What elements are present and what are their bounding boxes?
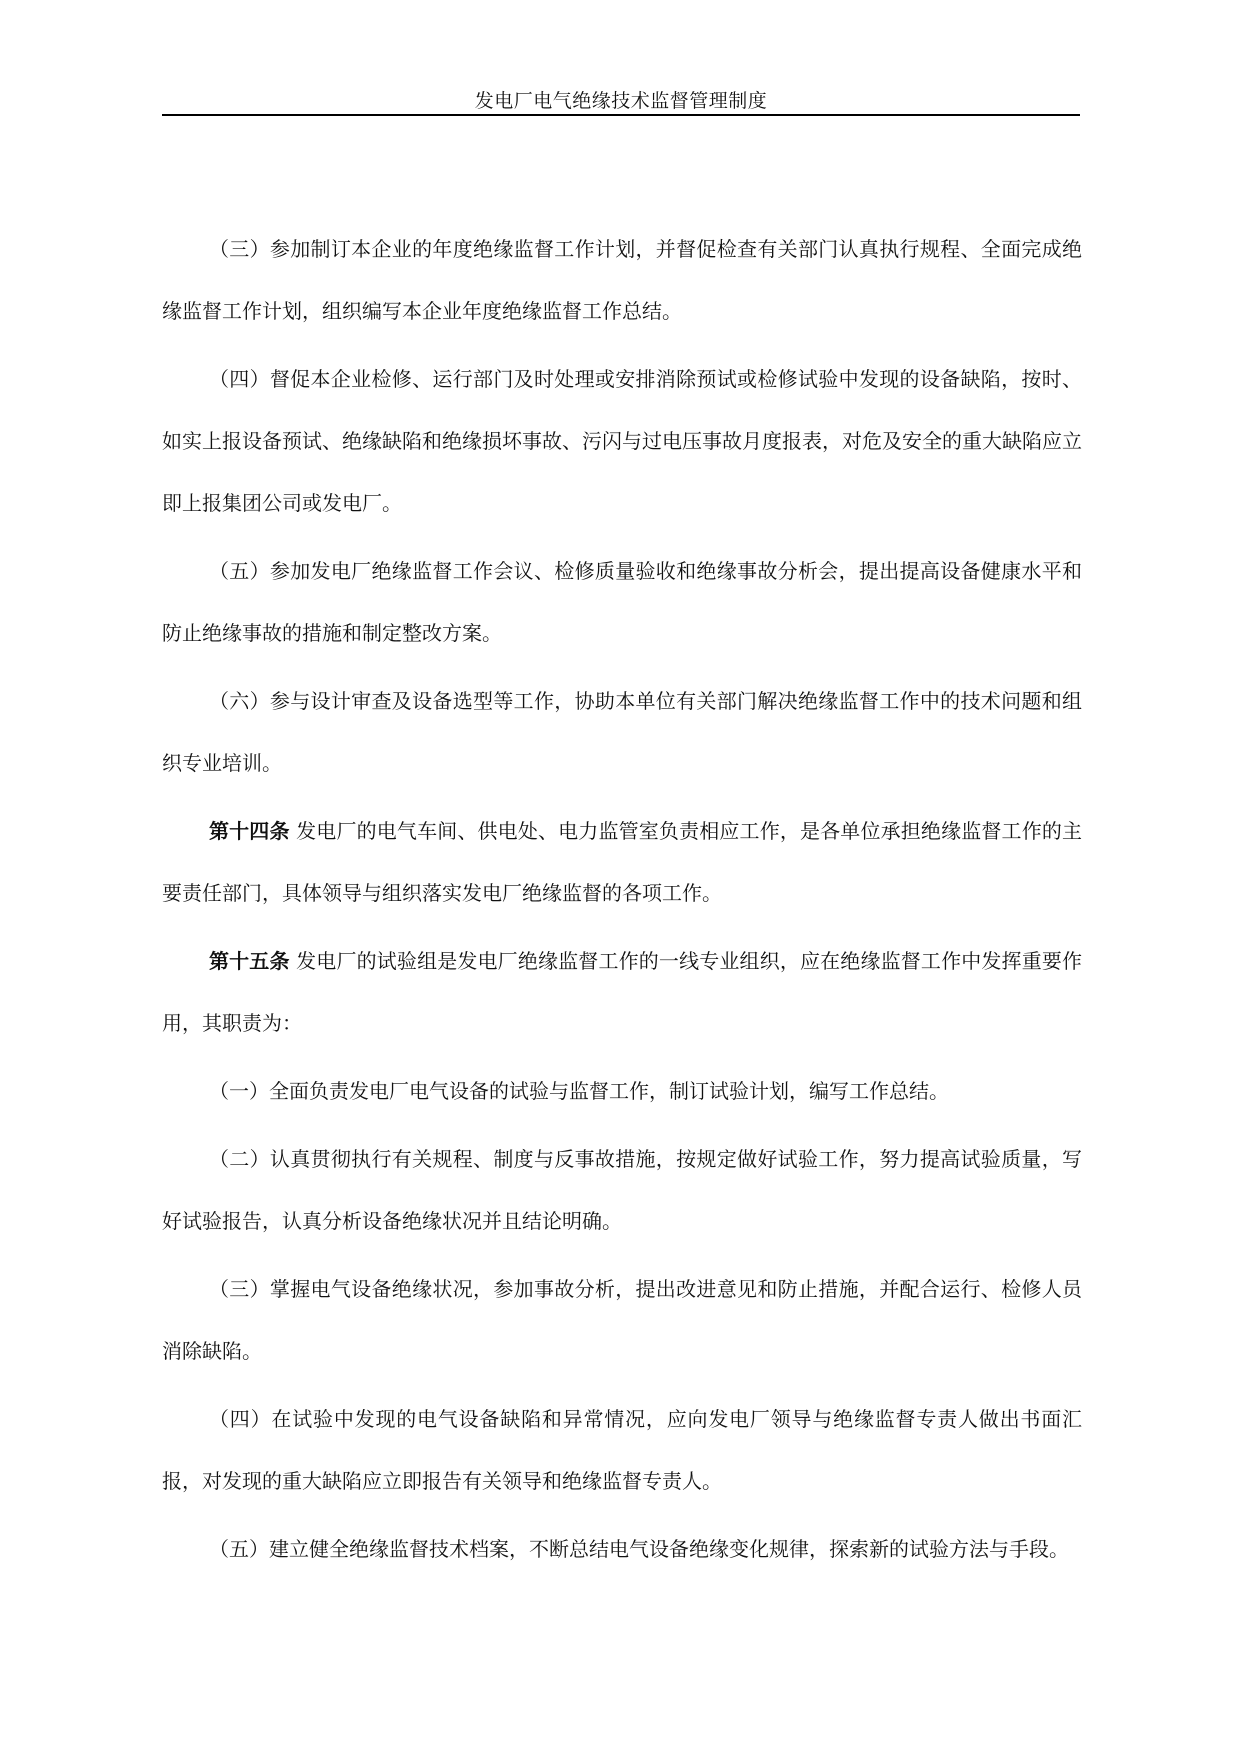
paragraph-text: （三）参加制订本企业的年度绝缘监督工作计划，并督促检查有关部门认真执行规程、全面完成绝缘监督工作计划，组织编写本企业年度绝缘监督工作总结。 [162,237,1082,323]
article-number: 第十四条 [209,819,290,843]
paragraph-text: （六）参与设计审查及设备选型等工作，协助本单位有关部门解决绝缘监督工作中的技术问题和组织专业培训。 [162,689,1082,775]
paragraph-11 [162,1518,1082,1580]
paragraph-text: （五）建立健全绝缘监督技术档案，不断总结电气设备绝缘变化规律，探索新的试验方法与手段。 [209,1537,1069,1561]
article-14 [162,800,1082,924]
article-number: 第十五条 [209,949,290,973]
paragraph-7 [162,1060,1082,1122]
paragraph-text: （三）掌握电气设备绝缘状况，参加事故分析，提出改进意见和防止措施，并配合运行、检修人员消除缺陷。 [162,1277,1082,1363]
paragraph-8 [162,1128,1082,1252]
paragraph-text: （四）督促本企业检修、运行部门及时处理或安排消除预试或检修试验中发现的设备缺陷，按时、如实上报设备预试、绝缘缺陷和绝缘损坏事故、污闪与过电压事故月度报表，对危及安全的重大缺陷应立即上报集团公司或发电厂。 [162,367,1082,515]
paragraph-9 [162,1258,1082,1382]
header-divider [162,114,1080,116]
paragraph-2 [162,348,1082,534]
paragraph-text: （五）参加发电厂绝缘监督工作会议、检修质量验收和绝缘事故分析会，提出提高设备健康水平和防止绝缘事故的措施和制定整改方案。 [162,559,1082,645]
paragraph-10 [162,1388,1082,1512]
paragraph-text: 发电厂的电气车间、供电处、电力监管室负责相应工作，是各单位承担绝缘监督工作的主要责任部门，具体领导与组织落实发电厂绝缘监督的各项工作。 [162,819,1083,905]
document-body [162,218,1082,1586]
article-15 [162,930,1082,1054]
paragraph-4 [162,670,1082,794]
page-header-title: 发电厂电气绝缘技术监督管理制度 [474,90,768,112]
paragraph-text: 发电厂的试验组是发电厂绝缘监督工作的一线专业组织，应在绝缘监督工作中发挥重要作用，其职责为： [162,949,1083,1035]
paragraph-text: （一）全面负责发电厂电气设备的试验与监督工作，制订试验计划，编写工作总结。 [209,1079,949,1103]
paragraph-text: （四）在试验中发现的电气设备缺陷和异常情况，应向发电厂领导与绝缘监督专责人做出书面汇报，对发现的重大缺陷应立即报告有关领导和绝缘监督专责人。 [162,1407,1082,1493]
paragraph-1 [162,218,1082,342]
paragraph-text: （二）认真贯彻执行有关规程、制度与反事故措施，按规定做好试验工作，努力提高试验质量，写好试验报告，认真分析设备绝缘状况并且结论明确。 [162,1147,1082,1233]
paragraph-3 [162,540,1082,664]
